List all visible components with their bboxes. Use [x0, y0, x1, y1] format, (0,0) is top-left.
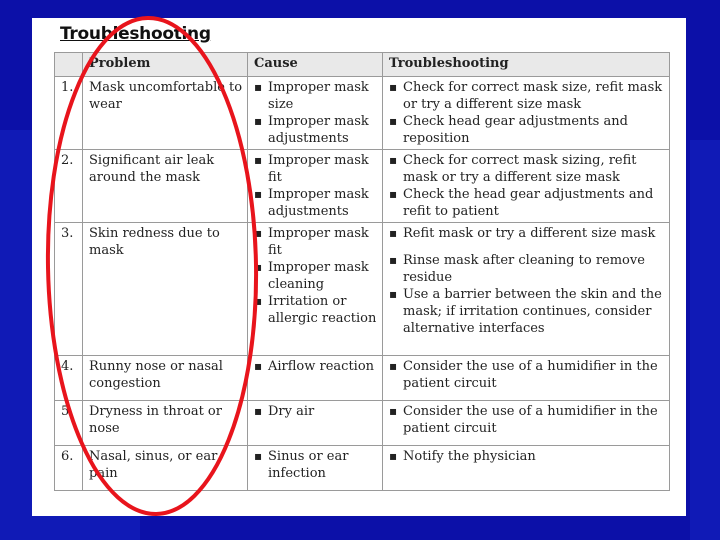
cause-cell	[248, 401, 383, 446]
fix-item: ▪ Refit mask or try a different size mask	[389, 225, 665, 242]
table-row	[55, 401, 670, 446]
fix-list	[389, 79, 665, 147]
cause-list	[254, 152, 378, 220]
cause-cell	[248, 77, 383, 150]
cause-item: ▪ Improper mask adjustments	[254, 113, 378, 147]
troubleshooting-table	[54, 52, 670, 491]
fix-item: ▪ Use a barrier between the skin and the mask; if irritation continues, consider alternative interfaces	[389, 286, 665, 337]
cause-cell	[248, 150, 383, 223]
fix-cell	[383, 446, 670, 491]
cause-list	[254, 225, 378, 327]
cause-item: ▪ Airflow reaction	[254, 358, 378, 375]
fix-item: ▪ Check head gear adjustments and reposition	[389, 113, 665, 147]
fix-cell	[383, 356, 670, 401]
header-number	[55, 53, 83, 77]
problem-cell: Mask uncomfortable to wear	[83, 77, 248, 150]
problem-cell: Significant air leak around the mask	[83, 150, 248, 223]
cause-cell	[248, 356, 383, 401]
fix-item: ▪ Consider the use of a humidifier in the patient circuit	[389, 403, 665, 437]
cause-item: ▪ Improper mask size	[254, 79, 378, 113]
table-row	[55, 356, 670, 401]
problem-cell: Dryness in throat or nose	[83, 401, 248, 446]
cause-item: ▪ Improper mask adjustments	[254, 186, 378, 220]
cause-cell	[248, 223, 383, 356]
row-number: 6.	[55, 446, 83, 491]
cause-item: ▪ Dry air	[254, 403, 378, 420]
fix-list	[389, 225, 665, 337]
problem-cell: Runny nose or nasal congestion	[83, 356, 248, 401]
fix-cell	[383, 223, 670, 356]
table-body	[55, 77, 670, 491]
fix-list	[389, 152, 665, 220]
problem-cell: Nasal, sinus, or ear pain	[83, 446, 248, 491]
fix-cell	[383, 77, 670, 150]
fix-cell	[383, 150, 670, 223]
row-number: 4.	[55, 356, 83, 401]
cause-item: ▪ Improper mask fit	[254, 152, 378, 186]
fix-item: ▪ Check the head gear adjustments and refit to patient	[389, 186, 665, 220]
table-row	[55, 223, 670, 356]
cause-list	[254, 448, 378, 482]
header-cause: Cause	[248, 53, 383, 77]
row-number: 2.	[55, 150, 83, 223]
row-number: 3.	[55, 223, 83, 356]
cause-item: ▪ Sinus or ear infection	[254, 448, 378, 482]
fix-item: ▪ Check for correct mask size, refit mask or try a different size mask	[389, 79, 665, 113]
header-troubleshooting: Troubleshooting	[383, 53, 670, 77]
fix-item: ▪ Consider the use of a humidifier in the patient circuit	[389, 358, 665, 392]
fix-item: ▪ Notify the physician	[389, 448, 665, 465]
cause-list	[254, 403, 378, 420]
spacer	[389, 242, 665, 252]
cause-item: ▪ Improper mask cleaning	[254, 259, 378, 293]
document-page	[32, 18, 686, 516]
row-number: 1.	[55, 77, 83, 150]
cause-list	[254, 358, 378, 375]
fix-list	[389, 403, 665, 437]
header-problem: Problem	[83, 53, 248, 77]
table-header-row	[55, 53, 670, 77]
document-title: Troubleshooting	[60, 24, 211, 44]
fix-cell	[383, 401, 670, 446]
problem-cell: Skin redness due to mask	[83, 223, 248, 356]
table-row	[55, 150, 670, 223]
fix-list	[389, 448, 665, 465]
table-row	[55, 446, 670, 491]
cause-cell	[248, 446, 383, 491]
fix-list	[389, 358, 665, 392]
fix-item: ▪ Check for correct mask sizing, refit mask or try a different size mask	[389, 152, 665, 186]
cause-item: ▪ Improper mask fit	[254, 225, 378, 259]
table-row	[55, 77, 670, 150]
cause-item: ▪ Irritation or allergic reaction	[254, 293, 378, 327]
cause-list	[254, 79, 378, 147]
row-number: 5.	[55, 401, 83, 446]
fix-item: ▪ Rinse mask after cleaning to remove residue	[389, 252, 665, 286]
